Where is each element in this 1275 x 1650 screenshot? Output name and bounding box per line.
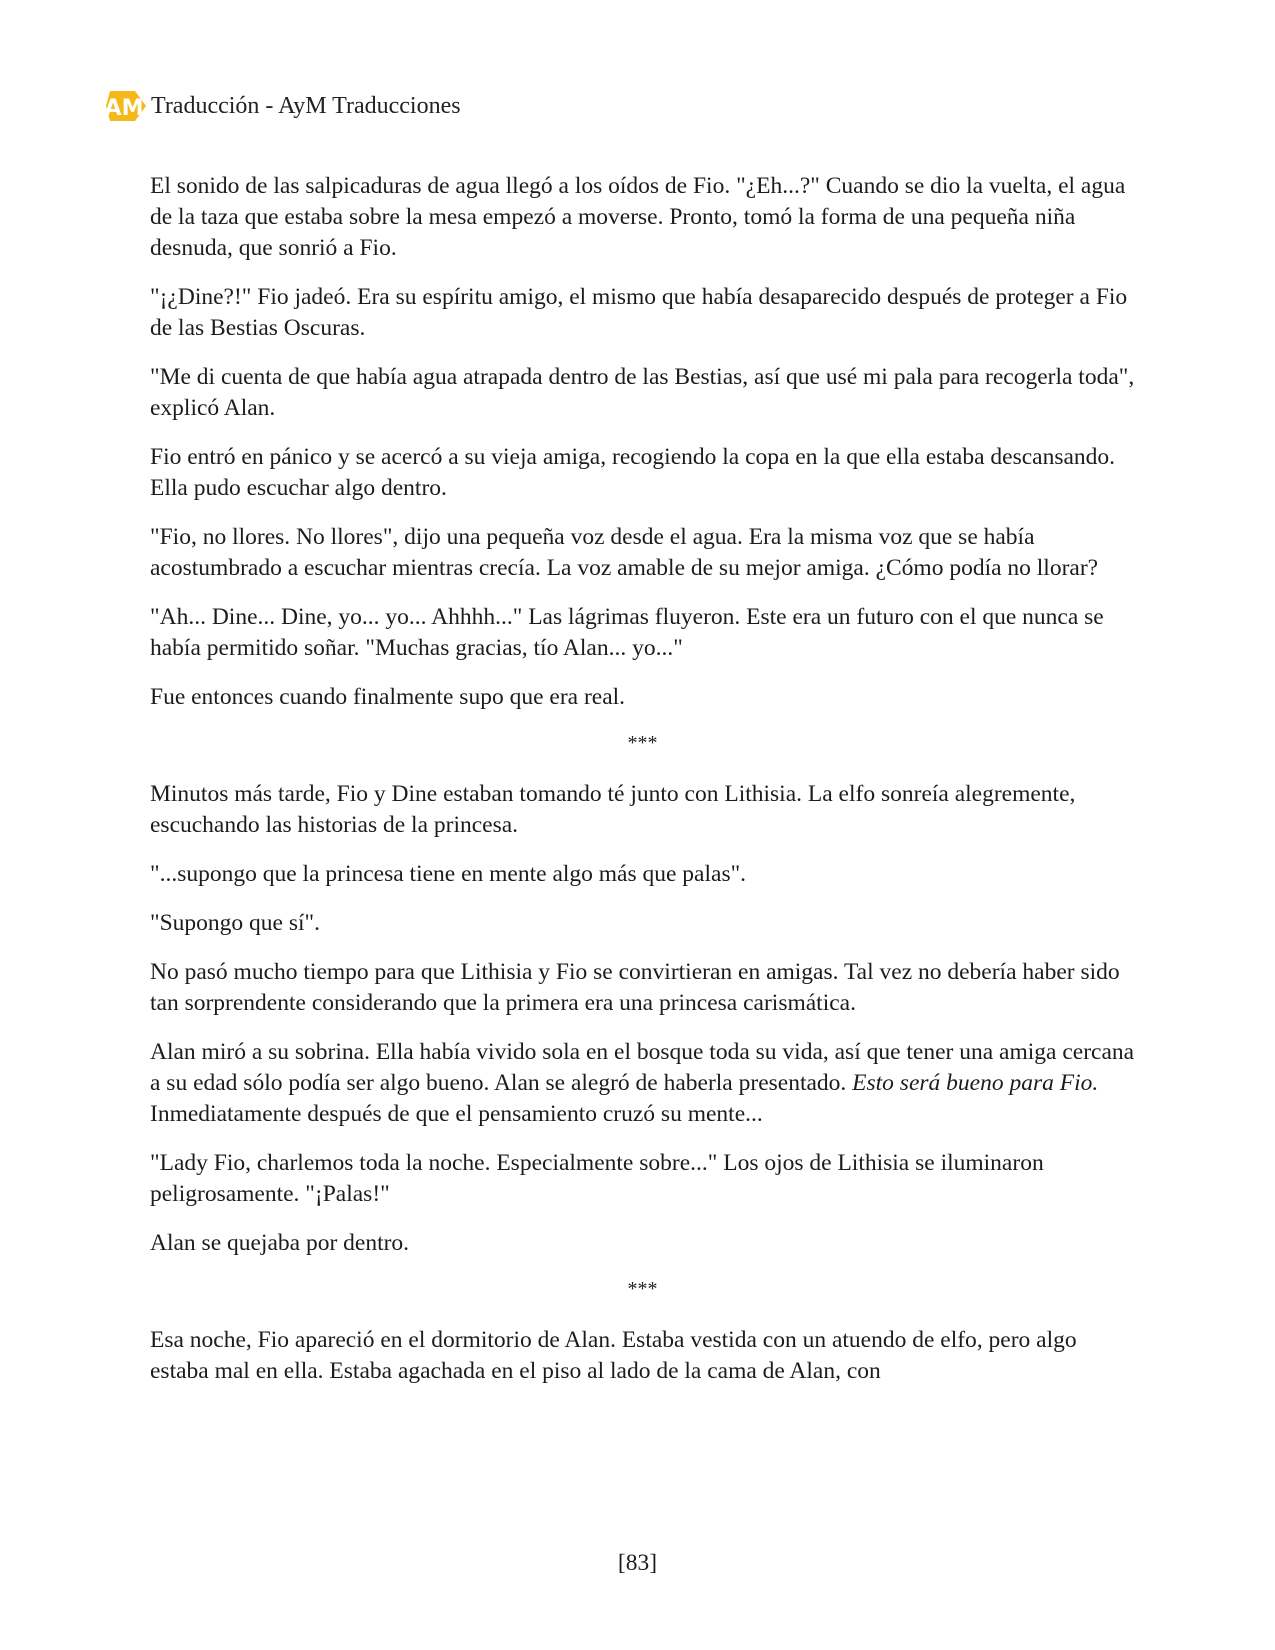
paragraph-8: Minutos más tarde, Fio y Dine estaban tomando té junto con Lithisia. La elfo sonreía alegremente, escuchando las historias de la princesa. — [150, 781, 1076, 838]
paragraph-12-italic-thought: Esto será bueno para Fio. — [852, 1070, 1099, 1096]
logo-text: AM — [105, 96, 144, 121]
paragraph-1: El sonido de las salpicaduras de agua llegó a los oídos de Fio. "¿Eh...?" Cuando se dio la vuelta, el agua de la taza que estaba sobre la mesa empezó a moverse. Pronto, tomó la forma de una pequeña niña desnuda, que sonrió a Fio. — [150, 173, 1126, 261]
page-header — [105, 88, 461, 124]
paragraph-2: "¡¿Dine?!" Fio jadeó. Era su espíritu amigo, el mismo que había desaparecido después de proteger a Fio de las Bestias Oscuras. — [150, 284, 1128, 341]
scene-separator-2: *** — [627, 1278, 658, 1300]
paragraph-6: "Ah... Dine... Dine, yo... yo... Ahhhh..." Las lágrimas fluyeron. Este era un futuro con el que nunca se había permitido soñar. "Muchas gracias, tío Alan... yo..." — [150, 604, 1104, 661]
paragraph-4: Fio entró en pánico y se acercó a su vieja amiga, recogiendo la copa en la que ella estaba descansando. Ella pudo escuchar algo dentro. — [150, 444, 1116, 501]
paragraph-13: "Lady Fio, charlemos toda la noche. Especialmente sobre..." Los ojos de Lithisia se iluminaron peligrosamente. "¡Palas!" — [150, 1150, 1044, 1207]
paragraph-14: Alan se quejaba por dentro. — [150, 1230, 410, 1256]
paragraph-7: Fue entonces cuando finalmente supo que era real. — [150, 684, 626, 710]
header-title: Traducción - AyM Traducciones — [151, 93, 461, 119]
paragraph-10: "Supongo que sí". — [150, 910, 320, 936]
paragraph-12-text-b: Inmediatamente después de que el pensamiento cruzó su mente... — [150, 1101, 763, 1127]
page-number: [83] — [617, 1550, 658, 1576]
paragraph-12 — [150, 1037, 1135, 1130]
paragraph-11: No pasó mucho tiempo para que Lithisia y Fio se convirtieran en amigas. Tal vez no debería haber sido tan sorprendente considerando que la primera era una princesa carismática. — [150, 959, 1120, 1016]
scene-separator-1: *** — [627, 732, 658, 754]
paragraph-5: "Fio, no llores. No llores", dijo una pequeña voz desde el agua. Era la misma voz que se había acostumbrado a escuchar mientras crecía. La voz amable de su mejor amiga. ¿Cómo podía no llorar? — [150, 524, 1099, 581]
paragraph-15: Esa noche, Fio apareció en el dormitorio de Alan. Estaba vestida con un atuendo de elfo, pero algo estaba mal en ella. Estaba agachada en el piso al lado de la cama de Alan, con — [150, 1327, 1077, 1384]
paragraph-9: "...supongo que la princesa tiene en mente algo más que palas". — [150, 861, 747, 887]
paragraph-3: "Me di cuenta de que había agua atrapada dentro de las Bestias, así que usé mi pala para recogerla toda", explicó Alan. — [150, 364, 1135, 421]
page-body — [150, 171, 1135, 1405]
aym-logo-icon — [105, 90, 147, 122]
paragraph-12-text-a: Alan miró a su sobrina. Ella había vivido sola en el bosque toda su vida, así que tener una amiga cercana a su edad sólo podía ser algo bueno. Alan se alegró de haberla presentado. — [150, 1039, 1135, 1096]
